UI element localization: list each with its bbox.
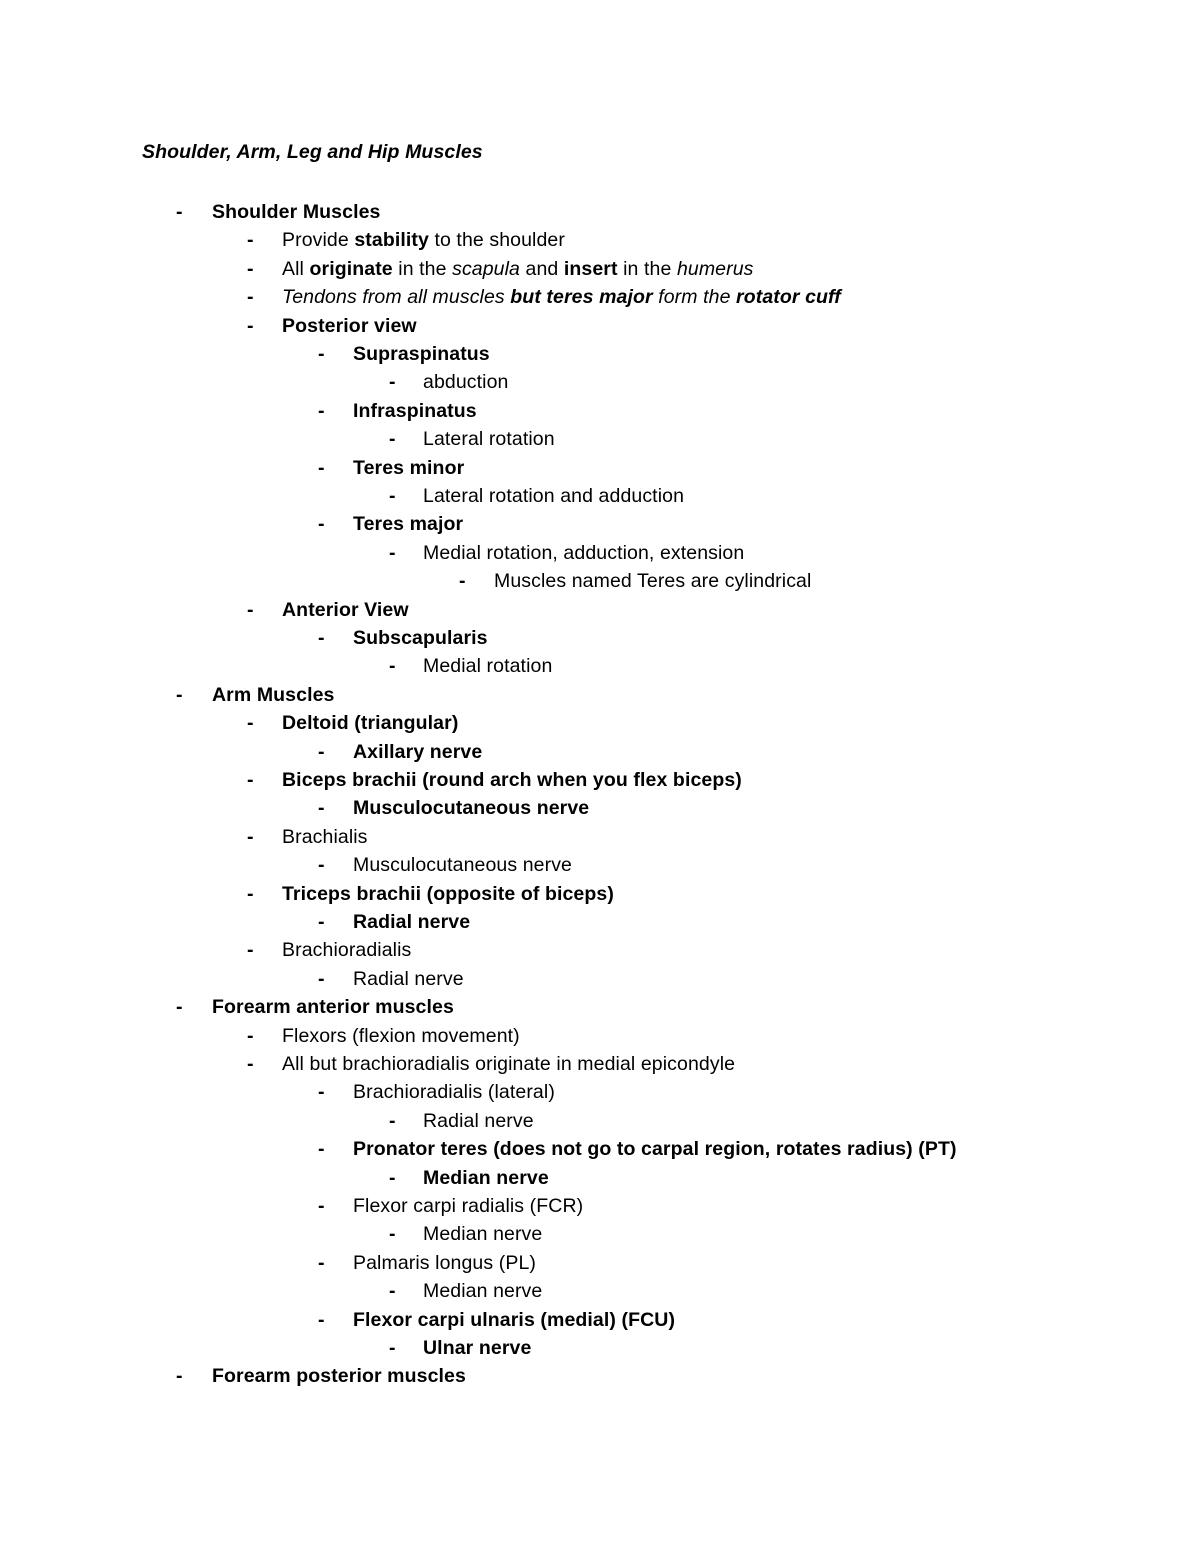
outline-item-text xyxy=(282,823,368,851)
outline-item xyxy=(0,510,1200,538)
outline-item-text xyxy=(423,425,555,453)
outline-item-text xyxy=(353,738,482,766)
outline-item-text xyxy=(282,596,409,624)
outline-item xyxy=(0,936,1200,964)
outline-item-text xyxy=(212,1362,466,1390)
outline-item-text xyxy=(282,936,411,964)
outline-item xyxy=(0,738,1200,766)
outline-item-text xyxy=(494,567,811,595)
outline-item-text xyxy=(353,510,463,538)
text-run: Musculocutaneous nerve xyxy=(353,854,572,877)
text-run: Medial rotation xyxy=(423,655,553,678)
outline-item-text xyxy=(423,368,508,396)
outline-item-text xyxy=(282,766,742,794)
outline-item xyxy=(0,1220,1200,1248)
outline-item-text xyxy=(423,1334,531,1362)
outline-item xyxy=(0,1078,1200,1106)
outline-item-text xyxy=(282,283,841,311)
outline-item-text xyxy=(282,255,754,283)
bullet-dash: - xyxy=(176,201,183,223)
text-run: humerus xyxy=(676,257,754,280)
outline-item xyxy=(0,1362,1200,1390)
bullet-dash: - xyxy=(389,1223,396,1246)
outline-item xyxy=(0,1249,1200,1277)
text-run: Teres major xyxy=(353,513,464,536)
outline-item-text xyxy=(353,1249,536,1277)
outline-item xyxy=(0,794,1200,822)
text-run: Arm Muscles xyxy=(212,683,335,706)
outline-item xyxy=(0,823,1200,851)
outline-item xyxy=(0,652,1200,680)
text-run: abduction xyxy=(423,371,509,394)
bullet-dash: - xyxy=(247,286,254,309)
text-run: Musculocutaneous nerve xyxy=(353,797,590,820)
outline-item xyxy=(0,1306,1200,1334)
outline-item-text xyxy=(353,397,477,425)
outline-item xyxy=(0,1022,1200,1050)
bullet-dash: - xyxy=(247,229,254,252)
outline-item-text xyxy=(423,482,684,510)
outline-item xyxy=(0,283,1200,311)
bullet-dash: - xyxy=(247,598,254,621)
outline-item-text xyxy=(353,624,488,652)
text-run: Flexor carpi ulnaris (medial) (FCU) xyxy=(353,1308,676,1331)
bullet-dash: - xyxy=(389,1337,396,1359)
outline-item-text xyxy=(353,340,490,368)
outline-item-text xyxy=(212,198,380,226)
outline-item xyxy=(0,681,1200,709)
text-run: Medial rotation, adduction, extension xyxy=(423,541,745,564)
outline-item xyxy=(0,312,1200,340)
bullet-dash: - xyxy=(389,1280,396,1303)
text-run: Anterior View xyxy=(282,598,409,621)
outline-item-text xyxy=(423,1220,542,1248)
text-run: All xyxy=(282,257,310,280)
outline-item-text xyxy=(282,880,614,908)
outline-item xyxy=(0,1135,1200,1163)
document-title: Shoulder, Arm, Leg and Hip Muscles xyxy=(142,141,483,163)
text-run: Pronator teres (does not go to carpal region, rotates radius) (PT) xyxy=(353,1138,957,1161)
text-run: stability xyxy=(354,229,429,252)
text-run: Muscles named Teres are cylindrical xyxy=(494,570,812,593)
bullet-dash: - xyxy=(247,769,254,791)
text-run: Biceps brachii (round arch when you flex biceps) xyxy=(282,769,742,791)
bullet-dash: - xyxy=(318,1251,325,1274)
outline-item xyxy=(0,368,1200,396)
bullet-dash: - xyxy=(318,911,325,933)
text-run: Subscapularis xyxy=(353,627,488,649)
text-run: Tendons from all muscles xyxy=(282,286,511,309)
outline-item-text xyxy=(212,993,454,1021)
outline-item-text xyxy=(353,1135,957,1163)
bullet-dash: - xyxy=(318,1308,325,1331)
bullet-dash: - xyxy=(318,627,325,649)
outline-item xyxy=(0,880,1200,908)
text-run: Shoulder Muscles xyxy=(212,201,381,223)
text-run: form the xyxy=(652,286,737,309)
bullet-dash: - xyxy=(459,570,466,593)
text-run: Brachioradialis xyxy=(282,939,412,962)
outline-item xyxy=(0,1164,1200,1192)
text-run: Triceps brachii (opposite of biceps) xyxy=(282,882,614,905)
bullet-dash: - xyxy=(247,939,254,962)
text-run: Median nerve xyxy=(423,1280,543,1303)
outline-item xyxy=(0,425,1200,453)
text-run: Radial nerve xyxy=(423,1109,534,1132)
bullet-dash: - xyxy=(318,399,325,422)
bullet-dash: - xyxy=(318,797,325,820)
outline-item xyxy=(0,624,1200,652)
outline-item-text xyxy=(212,681,334,709)
bullet-dash: - xyxy=(389,1166,396,1189)
text-run: Brachialis xyxy=(282,825,368,848)
text-run: rotator cuff xyxy=(736,286,841,309)
outline-item-text xyxy=(353,1192,583,1220)
text-run: Lateral rotation xyxy=(423,428,555,451)
text-run: Deltoid (triangular) xyxy=(282,712,459,735)
outline-item xyxy=(0,482,1200,510)
text-run: to the shoulder xyxy=(428,229,565,252)
bullet-dash: - xyxy=(318,1138,325,1161)
text-run: Infraspinatus xyxy=(353,399,477,422)
text-run: but teres major xyxy=(510,286,653,309)
outline-item-text xyxy=(353,454,464,482)
outline-item xyxy=(0,965,1200,993)
text-run: Median nerve xyxy=(423,1223,543,1246)
bullet-dash: - xyxy=(247,712,254,735)
outline-item xyxy=(0,766,1200,794)
bullet-dash: - xyxy=(318,343,325,365)
text-run: Radial nerve xyxy=(353,911,471,933)
bullet-dash: - xyxy=(176,683,183,706)
outline-item xyxy=(0,1192,1200,1220)
outline-item-text xyxy=(353,794,589,822)
text-run: Teres minor xyxy=(353,456,465,479)
bullet-dash: - xyxy=(318,456,325,479)
bullet-dash: - xyxy=(389,541,396,564)
outline-item xyxy=(0,340,1200,368)
outline-item-text xyxy=(423,1277,542,1305)
bullet-dash: - xyxy=(318,854,325,877)
outline-item xyxy=(0,993,1200,1021)
text-run: scapula xyxy=(452,257,521,280)
text-run: insert xyxy=(563,257,618,280)
bullet-dash: - xyxy=(247,1024,254,1047)
bullet-dash: - xyxy=(176,996,183,1019)
bullet-dash: - xyxy=(247,825,254,848)
text-run: Palmaris longus (PL) xyxy=(353,1251,536,1274)
bullet-dash: - xyxy=(318,740,325,763)
outline-item-text xyxy=(282,226,565,254)
bullet-dash: - xyxy=(389,428,396,451)
outline-item-text xyxy=(423,1107,534,1135)
text-run: Axillary nerve xyxy=(353,740,483,763)
bullet-dash: - xyxy=(318,1195,325,1217)
bullet-dash: - xyxy=(176,1365,183,1388)
text-run: Flexors (flexion movement) xyxy=(282,1024,520,1047)
bullet-dash: - xyxy=(389,1109,396,1132)
bullet-dash: - xyxy=(318,1081,325,1104)
text-run: in the xyxy=(617,257,677,280)
bullet-dash: - xyxy=(389,655,396,678)
outline-item xyxy=(0,397,1200,425)
outline-item xyxy=(0,454,1200,482)
outline-item xyxy=(0,851,1200,879)
outline-item-text xyxy=(353,851,572,879)
outline-item-text xyxy=(353,1306,675,1334)
outline-item-text xyxy=(353,965,464,993)
bullet-dash: - xyxy=(318,513,325,536)
text-run: Brachioradialis (lateral) xyxy=(353,1081,555,1104)
outline-item-text xyxy=(423,539,744,567)
text-run: Ulnar nerve xyxy=(423,1337,532,1359)
outline-item-text xyxy=(423,1164,549,1192)
outline-item xyxy=(0,709,1200,737)
outline-item xyxy=(0,1277,1200,1305)
text-run: and xyxy=(520,257,564,280)
outline-item xyxy=(0,539,1200,567)
bullet-dash: - xyxy=(247,1053,254,1075)
text-run: Forearm posterior muscles xyxy=(212,1365,466,1388)
outline-item xyxy=(0,1050,1200,1078)
bullet-dash: - xyxy=(247,257,254,280)
outline-item xyxy=(0,226,1200,254)
text-run: Lateral rotation and adduction xyxy=(423,485,685,507)
outline-item-text xyxy=(282,312,417,340)
outline-item-text xyxy=(282,1050,735,1078)
bullet-dash: - xyxy=(389,485,396,507)
bullet-dash: - xyxy=(318,967,325,990)
bullet-dash: - xyxy=(247,882,254,905)
text-run: Forearm anterior muscles xyxy=(212,996,454,1019)
outline-item xyxy=(0,255,1200,283)
outline-item xyxy=(0,908,1200,936)
outline-item-text xyxy=(282,709,458,737)
text-run: Flexor carpi radialis (FCR) xyxy=(353,1195,584,1217)
outline-item xyxy=(0,567,1200,595)
text-run: Median nerve xyxy=(423,1166,549,1189)
outline-item-text xyxy=(353,908,470,936)
outline-item xyxy=(0,596,1200,624)
text-run: Posterior view xyxy=(282,314,417,337)
bullet-dash: - xyxy=(389,371,396,394)
outline-item xyxy=(0,1107,1200,1135)
text-run: Provide xyxy=(282,229,355,252)
text-run: in the xyxy=(392,257,453,280)
text-run: Radial nerve xyxy=(353,967,464,990)
outline-item xyxy=(0,1334,1200,1362)
bullet-dash: - xyxy=(247,314,254,337)
outline-item-text xyxy=(353,1078,555,1106)
outline-item xyxy=(0,198,1200,226)
outline-item-text xyxy=(423,652,552,680)
text-run: originate xyxy=(309,257,393,280)
outline-item-text xyxy=(282,1022,520,1050)
text-run: All but brachioradialis originate in medial epicondyle xyxy=(282,1053,736,1075)
text-run: Supraspinatus xyxy=(353,343,490,365)
